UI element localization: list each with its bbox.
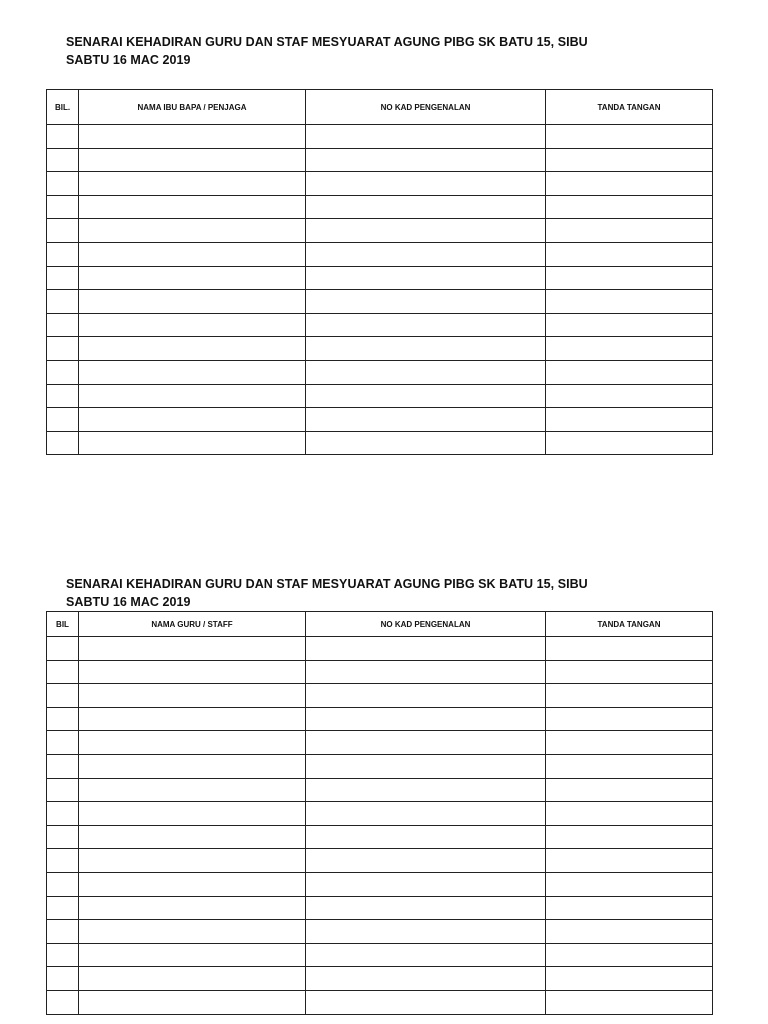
table-row: [47, 731, 713, 755]
entry-ic-number-cell: [306, 384, 546, 408]
entry-signature-cell: [546, 195, 713, 219]
section-heading: [66, 575, 588, 611]
entry-name-cell: [79, 242, 306, 266]
entry-number-cell: [47, 896, 79, 920]
entry-name-cell: [79, 943, 306, 967]
entry-ic-number-cell: [306, 990, 546, 1014]
attendance-table: [46, 89, 713, 455]
entry-number-cell: [47, 337, 79, 361]
column-header-ic-number: NO KAD PENGENALAN: [306, 90, 546, 125]
table-row: [47, 266, 713, 290]
entry-name-cell: [79, 707, 306, 731]
table-row: [47, 384, 713, 408]
entry-ic-number-cell: [306, 802, 546, 826]
entry-name-cell: [79, 337, 306, 361]
table-row: [47, 313, 713, 337]
table-row: [47, 684, 713, 708]
entry-signature-cell: [546, 849, 713, 873]
entry-signature-cell: [546, 825, 713, 849]
table-row: [47, 660, 713, 684]
entry-signature-cell: [546, 266, 713, 290]
entry-name-cell: [79, 731, 306, 755]
entry-signature-cell: [546, 125, 713, 149]
table-row: [47, 360, 713, 384]
entry-number-cell: [47, 384, 79, 408]
entry-name-cell: [79, 802, 306, 826]
entry-signature-cell: [546, 148, 713, 172]
table-row: [47, 896, 713, 920]
entry-name-cell: [79, 290, 306, 314]
table-row: [47, 148, 713, 172]
entry-number-cell: [47, 707, 79, 731]
entry-signature-cell: [546, 219, 713, 243]
table-row: [47, 195, 713, 219]
entry-ic-number-cell: [306, 637, 546, 661]
table-row: [47, 967, 713, 991]
entry-signature-cell: [546, 967, 713, 991]
column-header-number: BIL: [47, 612, 79, 637]
entry-signature-cell: [546, 431, 713, 455]
entry-number-cell: [47, 872, 79, 896]
table-row: [47, 825, 713, 849]
entry-number-cell: [47, 172, 79, 196]
column-header-signature: TANDA TANGAN: [546, 90, 713, 125]
entry-number-cell: [47, 219, 79, 243]
entry-signature-cell: [546, 731, 713, 755]
entry-signature-cell: [546, 408, 713, 432]
entry-number-cell: [47, 967, 79, 991]
entry-name-cell: [79, 849, 306, 873]
entry-signature-cell: [546, 920, 713, 944]
entry-name-cell: [79, 125, 306, 149]
entry-number-cell: [47, 125, 79, 149]
table-body: [47, 637, 713, 1015]
column-header-name: NAMA IBU BAPA / PENJAGA: [79, 90, 306, 125]
entry-number-cell: [47, 290, 79, 314]
entry-number-cell: [47, 242, 79, 266]
entry-number-cell: [47, 731, 79, 755]
entry-ic-number-cell: [306, 778, 546, 802]
entry-signature-cell: [546, 896, 713, 920]
entry-signature-cell: [546, 990, 713, 1014]
entry-name-cell: [79, 896, 306, 920]
table-header-row: [47, 90, 713, 125]
table-row: [47, 219, 713, 243]
entry-signature-cell: [546, 337, 713, 361]
entry-ic-number-cell: [306, 660, 546, 684]
heading-date: SABTU 16 MAC 2019: [66, 53, 191, 67]
table-row: [47, 637, 713, 661]
table-row: [47, 920, 713, 944]
entry-number-cell: [47, 825, 79, 849]
entry-name-cell: [79, 384, 306, 408]
entry-number-cell: [47, 754, 79, 778]
entry-number-cell: [47, 943, 79, 967]
entry-signature-cell: [546, 313, 713, 337]
table-row: [47, 290, 713, 314]
entry-signature-cell: [546, 660, 713, 684]
table-row: [47, 990, 713, 1014]
entry-ic-number-cell: [306, 754, 546, 778]
entry-ic-number-cell: [306, 825, 546, 849]
entry-number-cell: [47, 313, 79, 337]
entry-number-cell: [47, 684, 79, 708]
column-header-number: BIL.: [47, 90, 79, 125]
entry-signature-cell: [546, 172, 713, 196]
entry-ic-number-cell: [306, 125, 546, 149]
entry-ic-number-cell: [306, 360, 546, 384]
table-row: [47, 337, 713, 361]
entry-signature-cell: [546, 290, 713, 314]
entry-ic-number-cell: [306, 290, 546, 314]
entry-ic-number-cell: [306, 896, 546, 920]
table-row: [47, 707, 713, 731]
entry-signature-cell: [546, 754, 713, 778]
entry-name-cell: [79, 872, 306, 896]
entry-signature-cell: [546, 778, 713, 802]
entry-name-cell: [79, 967, 306, 991]
table-row: [47, 802, 713, 826]
entry-ic-number-cell: [306, 872, 546, 896]
entry-signature-cell: [546, 637, 713, 661]
entry-number-cell: [47, 920, 79, 944]
attendance-table: [46, 611, 713, 1015]
heading-date: SABTU 16 MAC 2019: [66, 595, 191, 609]
entry-name-cell: [79, 148, 306, 172]
entry-ic-number-cell: [306, 337, 546, 361]
entry-name-cell: [79, 660, 306, 684]
table-row: [47, 172, 713, 196]
entry-signature-cell: [546, 872, 713, 896]
entry-ic-number-cell: [306, 408, 546, 432]
column-header-signature: TANDA TANGAN: [546, 612, 713, 637]
table-header-row: [47, 612, 713, 637]
entry-number-cell: [47, 990, 79, 1014]
entry-number-cell: [47, 360, 79, 384]
entry-ic-number-cell: [306, 707, 546, 731]
entry-name-cell: [79, 313, 306, 337]
entry-number-cell: [47, 660, 79, 684]
table-row: [47, 849, 713, 873]
entry-name-cell: [79, 920, 306, 944]
entry-number-cell: [47, 408, 79, 432]
entry-name-cell: [79, 637, 306, 661]
table-row: [47, 943, 713, 967]
table-row: [47, 125, 713, 149]
entry-number-cell: [47, 778, 79, 802]
entry-ic-number-cell: [306, 242, 546, 266]
entry-signature-cell: [546, 242, 713, 266]
section-heading: [66, 33, 588, 69]
column-header-name: NAMA GURU / STAFF: [79, 612, 306, 637]
entry-number-cell: [47, 849, 79, 873]
entry-name-cell: [79, 754, 306, 778]
entry-signature-cell: [546, 684, 713, 708]
entry-name-cell: [79, 408, 306, 432]
column-header-ic-number: NO KAD PENGENALAN: [306, 612, 546, 637]
entry-signature-cell: [546, 384, 713, 408]
entry-ic-number-cell: [306, 148, 546, 172]
entry-number-cell: [47, 431, 79, 455]
entry-name-cell: [79, 990, 306, 1014]
entry-name-cell: [79, 684, 306, 708]
entry-ic-number-cell: [306, 313, 546, 337]
entry-name-cell: [79, 195, 306, 219]
entry-number-cell: [47, 195, 79, 219]
entry-signature-cell: [546, 943, 713, 967]
table-row: [47, 408, 713, 432]
entry-number-cell: [47, 148, 79, 172]
entry-number-cell: [47, 266, 79, 290]
entry-ic-number-cell: [306, 967, 546, 991]
entry-ic-number-cell: [306, 849, 546, 873]
entry-ic-number-cell: [306, 219, 546, 243]
entry-name-cell: [79, 172, 306, 196]
entry-ic-number-cell: [306, 684, 546, 708]
entry-ic-number-cell: [306, 195, 546, 219]
entry-name-cell: [79, 431, 306, 455]
table-row: [47, 872, 713, 896]
entry-ic-number-cell: [306, 172, 546, 196]
entry-name-cell: [79, 778, 306, 802]
entry-number-cell: [47, 637, 79, 661]
entry-name-cell: [79, 219, 306, 243]
entry-number-cell: [47, 802, 79, 826]
entry-ic-number-cell: [306, 431, 546, 455]
table-body: [47, 125, 713, 455]
entry-signature-cell: [546, 802, 713, 826]
entry-name-cell: [79, 266, 306, 290]
entry-name-cell: [79, 825, 306, 849]
entry-signature-cell: [546, 360, 713, 384]
table-row: [47, 242, 713, 266]
heading-title: SENARAI KEHADIRAN GURU DAN STAF MESYUARAT AGUNG PIBG SK BATU 15, SIBU: [66, 577, 588, 591]
entry-ic-number-cell: [306, 731, 546, 755]
entry-name-cell: [79, 360, 306, 384]
table-row: [47, 431, 713, 455]
heading-title: SENARAI KEHADIRAN GURU DAN STAF MESYUARAT AGUNG PIBG SK BATU 15, SIBU: [66, 35, 588, 49]
entry-ic-number-cell: [306, 920, 546, 944]
table-row: [47, 778, 713, 802]
entry-ic-number-cell: [306, 943, 546, 967]
entry-signature-cell: [546, 707, 713, 731]
table-row: [47, 754, 713, 778]
entry-ic-number-cell: [306, 266, 546, 290]
